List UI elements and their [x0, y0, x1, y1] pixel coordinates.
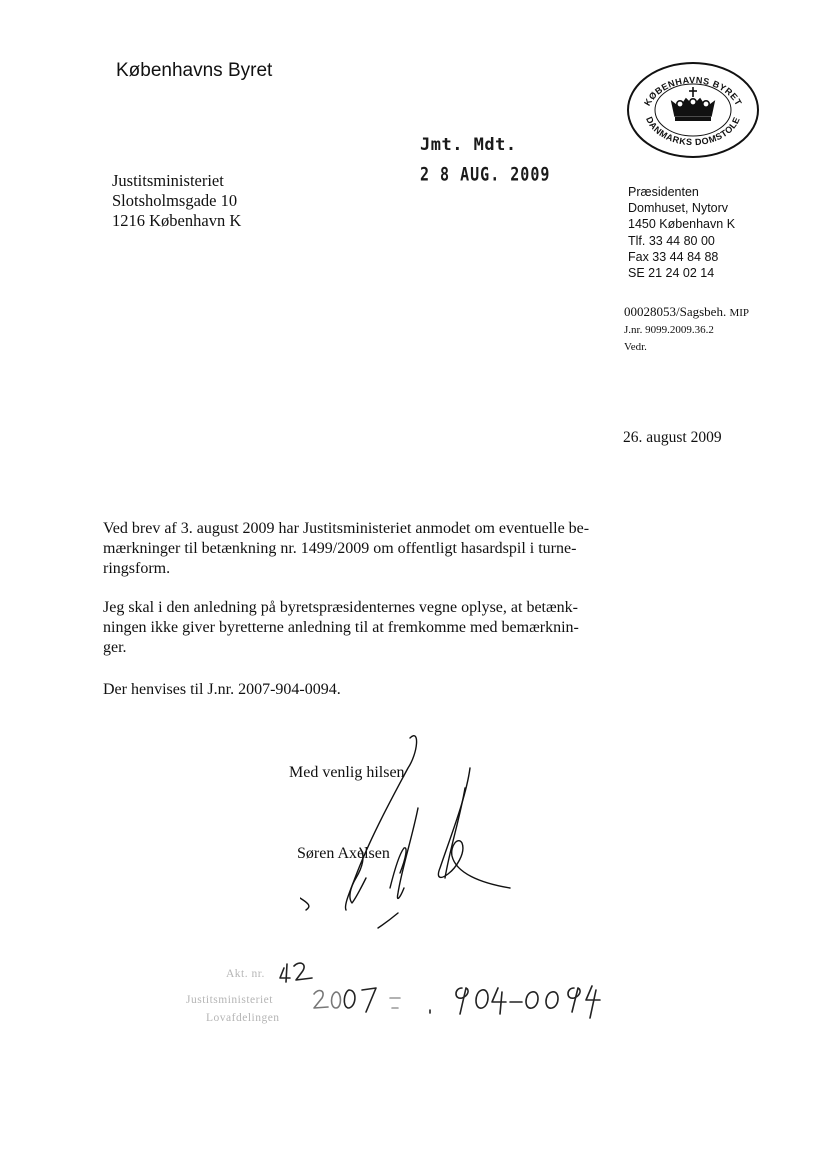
sender-line: Tlf. 33 44 80 00	[628, 233, 715, 248]
sender-line: Domhuset, Nytorv	[628, 201, 729, 216]
archive-stamp-ministry: Justitsministeriet	[186, 994, 273, 1006]
sagsbeh-line: 00028053/Sagsbeh.	[624, 304, 727, 319]
regarding-label: Vedr.	[624, 341, 647, 353]
letter-date: 26. august 2009	[623, 429, 722, 446]
sender-line: SE 21 24 02 14	[628, 266, 715, 281]
svg-text:DANMARKS DOMSTOLE: DANMARKS DOMSTOLE	[644, 115, 742, 148]
sender-line: Præsidenten	[628, 185, 699, 199]
sender-line: 1450 København K	[628, 217, 736, 232]
body-paragraph-2	[103, 598, 623, 658]
body-line: ger.	[103, 639, 127, 656]
recipient-line: 1216 København K	[112, 211, 242, 230]
body-paragraph-3: Der henvises til J.nr. 2007-904-0094.	[103, 681, 341, 698]
sender-line: Fax 33 44 84 88	[628, 249, 719, 264]
body-line: ringsform.	[103, 560, 171, 577]
crown-icon	[672, 87, 714, 121]
handwritten-signature	[300, 728, 515, 938]
closing-greeting: Med venlig hilsen	[289, 764, 405, 781]
body-line: ningen ikke giver byretterne anledning til at fremkomme med bemærknin-	[103, 619, 579, 636]
sender-address	[628, 184, 735, 281]
received-stamp-date: 2 8 AUG. 2009	[420, 163, 551, 186]
handwritten-case-number	[186, 948, 626, 1038]
body-line: Ved brev af 3. august 2009 har Justitsministeriet anmodet om eventuelle be-	[103, 520, 590, 537]
archive-stamp	[186, 948, 626, 1038]
received-stamp-label: Jmt. Mdt.	[420, 135, 517, 155]
svg-text:KØBENHAVNS BYRET: KØBENHAVNS BYRET	[642, 75, 744, 108]
recipient-line: Justitsministeriet	[112, 171, 224, 190]
archive-stamp-akt-label: Akt. nr.	[226, 968, 265, 980]
body-line: Jeg skal i den anledning på byretspræsidenternes vegne oplyse, at betænk-	[103, 599, 578, 616]
recipient-address	[112, 171, 241, 231]
court-name-heading: Københavns Byret	[116, 60, 273, 81]
body-line: mærkninger til betænkning nr. 1499/2009 om offentligt hasardspil i turne-	[103, 540, 577, 557]
case-reference	[624, 303, 749, 356]
recipient-line: Slotsholmsgade 10	[112, 191, 238, 210]
court-seal-logo	[626, 60, 760, 160]
archive-stamp-department: Lovafdelingen	[206, 1012, 280, 1024]
journal-number: J.nr. 9099.2009.36.2	[624, 324, 714, 336]
sagsbeh-initials: MIP	[729, 307, 750, 319]
received-stamp	[420, 135, 551, 186]
body-paragraph-1	[103, 519, 623, 579]
signer-name: Søren Axelsen	[297, 845, 390, 862]
